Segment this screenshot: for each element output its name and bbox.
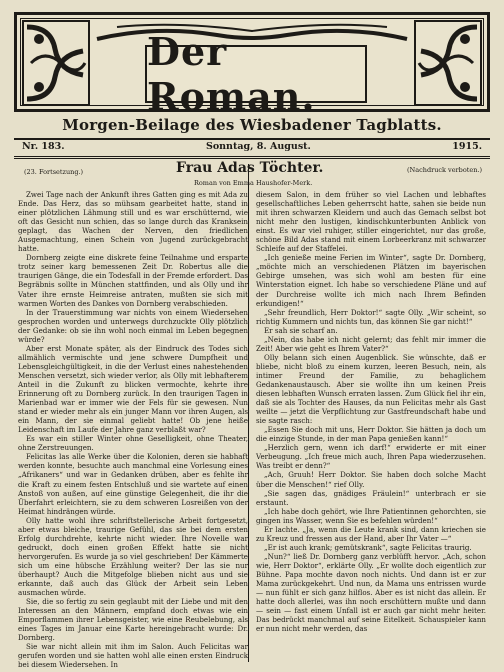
paragraph: Zwei Tage nach der Ankunft ihres Gatten ging es mit Ada zu Ende. Das Herz, das so mühsam gearbeitet hatte, stand in einer plötzlichen Lähmung still und es war erschütternd, wie oft das Gesicht nun schien, das so lange durch das Kranksein geplagt, das Wachen der Nerven, den friedlichen Ausgemachtung, einen Schein von Jugend zurückgebracht hatte. xyxy=(18,190,248,254)
paragraph: Er sah sie scharf an. xyxy=(264,325,338,335)
paragraph: Dornberg zeigte eine diskrete feine Teilnahme und ersparte trotz seiner karg bemessenen Zeit Dr. Robertus alle die traurigen Gänge, die ein Todesfall in der Fremde erfordert. Das Begräbnis sollte in München stattfinden, und als Olly und ihr Vater ihre ernste Heimreise antraten, mußten sie sich mit warmen Worten des Dankes von Dornberg verabschieden. xyxy=(18,253,248,308)
title-box xyxy=(145,29,367,119)
story-author: Roman von Emma Haushofer-Merk. xyxy=(194,179,313,187)
issue-year: 1915. xyxy=(452,141,482,152)
column-divider xyxy=(248,164,249,662)
continuation-note: (23. Fortsetzung.) xyxy=(24,168,84,176)
paragraph: Es war ein stiller Winter ohne Geselligkeit, ohne Theater, ohne Zerstreuungen. xyxy=(18,434,248,453)
story-title: Frau Adas Töchter. xyxy=(176,160,324,176)
ornament-right-icon xyxy=(413,19,483,107)
paragraph: „Nun?“ ließ Dr. Dornberg ganz verblüfft hervor. „Ach, schon wie, Herr Doktor“, erklärte Olly. „Er wollte doch eigentlich zur Bühne. Papa mochte davon noch nichts. Und dann ist er zur Mama zurückgekehrt. Und nun, da Mama uns entrissen wurde — nun fühlt er sich ganz hilflos. Aber es ist nicht das allein. Er hatte doch allerlei, was ihn noch erschüttern mußte und dann — sein — fast einem Unfall ist er auch gar nicht mehr heiter. Das bedrückt manchmal auf seine Eitelkeit. Schauspieler kann er nun nicht mehr werden, das xyxy=(256,551,486,634)
paragraph: „Nein, das habe ich nicht gelernt; das fehlt mir immer die Zeit! Aber wie geht es Ihrem Vater?“ xyxy=(256,334,486,353)
issue-date: Sonntag, 8. August. xyxy=(205,141,311,152)
paragraph: Olly belann sich einen Augenblick. Sie wünschte, daß er bliebe, nicht bloß zu einem kurzen, leeren Besuch, nein, als intimer Freund der Familie, zu behaglichem Gedankenaustausch. Aber sie wollte ihn um keinen Preis diesen lebhaften Wunsch erraten lassen. Zum Glück fiel ihr ein, daß sie als Tochter des Hauses, da nun Felicitas mehr als Gast weilte — jetzt die Verpflichtung zur Gastfreundschaft habe und sie sagte rasch: xyxy=(256,352,486,426)
paragraph: diesem Salon, in dem früher so viel Lachen und lebhaftes gesellschaftliches Leben geherrscht hatte, sahen sie beide nun mit ihren schwarzen Kleidern und auch das Gemach selbst bot nicht mehr den lustigen, kindischkunterbunten Anblick von einst. Es war viel ruhiger, stiller eingerichtet, nur das große, schöne Bild Adas stand mit einem Lorbeerkranz mit schwarzer Schleife auf der Staffelei. xyxy=(256,190,486,254)
paragraph: „Sehr freundlich, Herr Doktor!“ sagte Olly. „Wir scheint, so richtig Kummern und nichts tun, das können Sie gar nicht!“ xyxy=(256,307,486,326)
divider xyxy=(14,138,490,140)
paragraph: Er lachte. „Ja, wenn die Leute krank sind, dann kriechen sie zu Kreuz und fressen aus der Hand, aber Ihr Vater —“ xyxy=(256,524,486,543)
paragraph: „Ich genieße meine Ferien im Winter“, sagte Dr. Dornberg, „möchte mich an verschiedenen Plätzen im bayerischen Gebirge umsehen, was sich wohl am besten für eine Winterstation eignet. Ich habe so verschiedene Pläne und auf der Durchreise wollte ich mich nach Ihrem Befinden erkundigen!“ xyxy=(256,253,486,308)
newspaper-subtitle: Morgen-Beilage des Wiesbadener Tagblatts. xyxy=(62,116,442,134)
reprint-row xyxy=(256,166,486,176)
paragraph: Felicitas las alle Werke über die Kolonien, deren sie habhaft werden konnte, besuchte auch manchmal eine Vorlesung eines „Afrikaners“ und war in Gedanken drüben, aber es fehlte ihr die Kraft zu einem festen Entschluß und sie wartete auf einen Anstoß von außen, auf eine günstige Gelegenheit, die ihr die Überfahrt erleichtern, sie zu dem schweren Losreißen von der Heimat hindrängen würde. xyxy=(18,452,248,516)
story-header xyxy=(18,160,324,187)
paragraph: „Ich habe doch gehört, wie Ihre Patientinnen gehorchten, sie gingen ins Wasser, wenn Sie es befehlen würden!“ xyxy=(256,506,486,525)
paragraph: In der Trauerstimmung war nichts von einem Wiedersehen gesprochen worden und unterwegs durchzuckte Olly plötzlich der Gedanke: ob sie ihn wohl noch einmal im Leben begegnen würde? xyxy=(18,307,248,344)
reprint-notice: (Nachdruck verboten.) xyxy=(407,166,482,174)
right-column xyxy=(256,166,486,662)
paragraph: Sie, die so fertig zu sein geglaubt mit der Liebe und mit den Interessen an den Männern, empfand doch etwas wie ein Emporflammen ihrer Lebensgeister, wie eine Reubelebung, als eines Tages im Januar eine Karte hereingebracht wurde: Dr. Dornberg. xyxy=(18,597,248,643)
paragraph: „Essen Sie doch mit uns, Herr Doktor. Sie hätten ja doch um die einzige Stunde, in der man Papa genießen kann!“ xyxy=(256,425,486,444)
issue-number: Nr. 183. xyxy=(22,141,65,152)
paragraph: „Er ist auch krank; gemütskrank“, sagte Felicitas traurig. xyxy=(264,542,472,552)
dateline xyxy=(22,141,482,152)
divider xyxy=(14,158,490,159)
divider xyxy=(14,156,490,157)
paragraph: Olly hatte wohl ihre schriftstellerische Arbeit fortgesetzt, aber etwas bleiche, traurige Gefühl, das sie bei dem ersten Erfolg durchdrehte, kehrte nicht wieder. Ihre Novelle war gedruckt, doch einen großen Effekt hatte sie nicht hervorgerufen. Es wurde ja so viel geschrieben! Der Kämmerte sich um eine hübsche Erzählung weiter? Der las sie nur überhaupt? Auch die Mitgefolge blieben nicht aus und sie erkannte, daß auch das Glück der Arbeit sein Leben ausmachen würde. xyxy=(18,515,248,598)
paragraph: Aber erst Monate später, als der Eindruck des Todes sich allmählich vermischte und jene schwere Dumpfheit und Lebensgleichgültigkeit, in die der Verlust eines nahestehenden Menschen versetzt, sich wieder verlor, als Olly mit lebhafterem Anteil in die Zukunft zu blicken vermochte, kehrte ihre Erinnerung oft zu Dornberg zurück. In den traurigen Tagen in Marienbad war er immer wie der Fels für sie gewesen. Nun stand er wieder mehr als ein junger Mann vor ihren Augen, als ein Mann, der sie einmal geliebt hatte! Ob jene heiße Leidenschaft im Laufe der Jahre ganz verblaßt war? xyxy=(18,343,248,435)
ornament-left-icon xyxy=(21,19,91,107)
newspaper-title: Der Roman. xyxy=(147,29,316,119)
paragraph: „Herzlich gern, wenn ich darf!“ erwiderte er mit einer Verbeugung. „Ich freue mich auch, Ihren Papa wiederzusehen. Was treibt er denn?“ xyxy=(256,443,486,471)
paragraph: Sie war nicht allein mit ihm im Salon. Auch Felicitas war gerufen worden und sie hatten wohl alle einen ersten Eindruck bei diesem Wiedersehen. In xyxy=(18,642,248,670)
masthead xyxy=(14,12,490,119)
paragraph: „Sie sagen das, gnädiges Fräulein!“ unterbrach er sie erstaunt. xyxy=(256,488,486,507)
paragraph: „Ach, Gruuh! Herr Doktor. Sie haben doch solche Macht über die Menschen!“ rief Olly. xyxy=(256,470,486,489)
